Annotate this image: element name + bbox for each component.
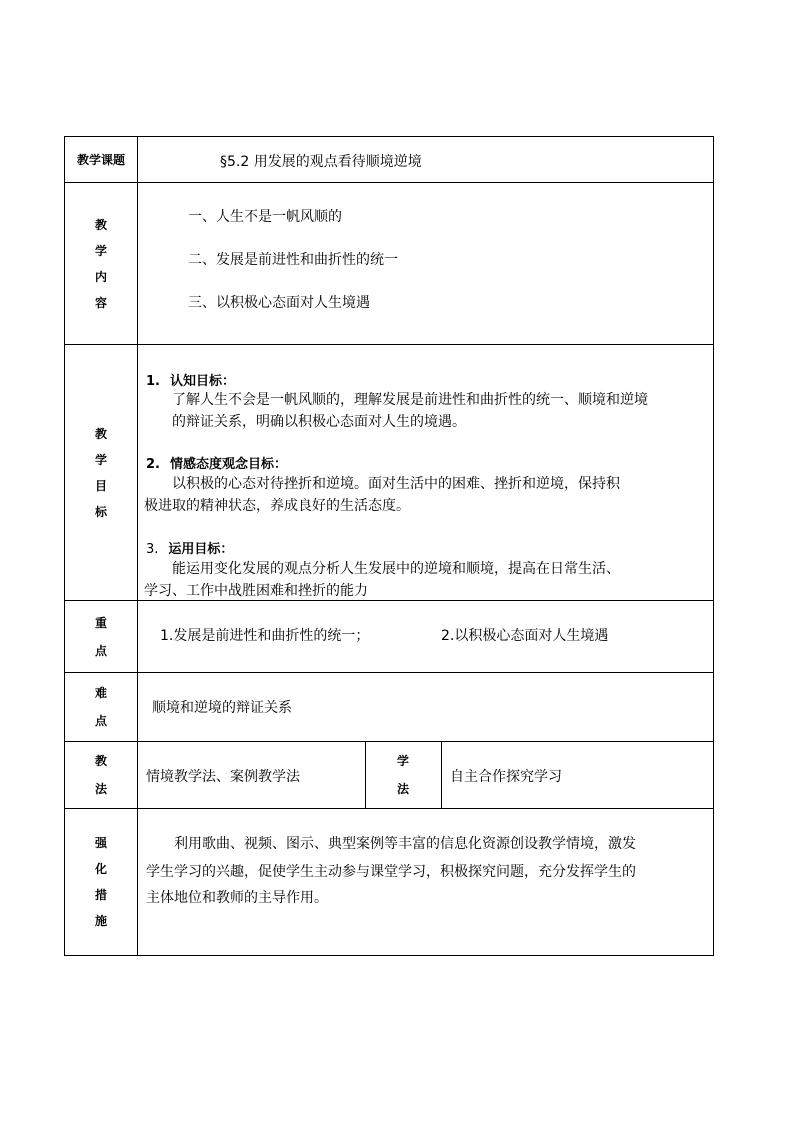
learn-method-label-char: 学: [396, 754, 409, 768]
goals-row: [64, 345, 714, 601]
topic-row: [64, 136, 714, 183]
goal-section-heading: 情感态度观念目标：: [169, 457, 287, 472]
goal-line: 的辩证关系，明确以积极心态面对人生的境遇。: [172, 414, 466, 430]
difficulties-label-char: 难: [94, 686, 107, 700]
goal-section-number: 1.: [146, 374, 160, 389]
key-points-row: [64, 601, 714, 673]
goal-line: 极进取的精神状态，养成良好的生活态度。: [144, 498, 410, 514]
learn-method-label-char: 法: [396, 782, 409, 796]
key-points-label-char: 重: [94, 615, 107, 630]
measures-line: 主体地位和教师的主导作用。: [146, 890, 328, 906]
goals-content-cell: [138, 345, 713, 600]
goals-label-char: 目: [94, 478, 107, 493]
goals-label-char: 学: [94, 452, 107, 467]
content-label-char: 容: [94, 295, 107, 310]
topic-value: §5.2 用发展的观点看待顺境逆境: [220, 154, 422, 170]
goal-line: 学习、工作中战胜困难和挫折的能力: [144, 583, 368, 599]
topic-label-cell: [65, 137, 138, 182]
difficulties-label-char: 点: [94, 714, 107, 728]
goal-section-number: 2.: [146, 457, 160, 472]
goal-line: 能运用变化发展的观点分析人生发展中的逆境和顺境，提高在日常生活、: [172, 561, 620, 577]
key-points-label-cell: [65, 601, 138, 672]
learn-method-value: 自主合作探究学习: [450, 769, 562, 785]
topic-label: 教学课题: [76, 153, 125, 167]
content-items-cell: [138, 183, 713, 344]
measures-line: 利用歌曲、视频、图示、典型案例等丰富的信息化资源创设教学情境，激发: [174, 836, 636, 852]
content-item: 一、人生不是一帆风顺的: [188, 209, 342, 225]
content-label-char: 内: [94, 269, 107, 284]
methods-divider: [441, 742, 442, 808]
goal-line: 以积极的心态对待挫折和逆境。面对生活中的困难、挫折和逆境，保持积: [172, 476, 620, 492]
key-points-label-char: 点: [94, 643, 107, 658]
difficulties-value: 顺境和逆境的辩证关系: [152, 700, 292, 716]
topic-value-cell: [138, 137, 713, 182]
content-label-char: 教: [94, 217, 107, 232]
goal-section-title: [146, 538, 233, 557]
measures-label-char: 化: [94, 862, 107, 876]
teach-method-value: 情境教学法、案例教学法: [146, 769, 300, 785]
goal-line: 了解人生不会是一帆风顺的，理解发展是前进性和曲折性的统一、顺境和逆境: [172, 392, 648, 408]
key-point-item: 2.以积极心态面对人生境遇: [441, 628, 609, 644]
content-item: 三、以积极心态面对人生境遇: [188, 295, 370, 311]
goal-section-number: 3.: [146, 542, 159, 557]
teach-method-label-char: 教: [94, 754, 107, 768]
measures-line: 学生学习的兴趣，促使学生主动参与课堂学习，积极探究问题，充分发挥学生的: [146, 864, 636, 880]
measures-label-char: 施: [94, 914, 107, 928]
content-item: 二、发展是前进性和曲折性的统一: [188, 252, 398, 268]
goal-section-heading: 认知目标：: [169, 374, 235, 389]
content-row: [64, 183, 714, 345]
teach-method-label-char: 法: [94, 782, 107, 796]
goal-section-title: [146, 453, 287, 472]
goals-label-cell: [65, 345, 138, 600]
measures-row: [64, 809, 714, 956]
key-points-cell: [138, 601, 713, 672]
content-label-char: 学: [94, 243, 107, 258]
content-label-cell: [65, 183, 138, 344]
teach-method-label-cell: [65, 742, 138, 808]
difficulties-cell: [138, 673, 713, 741]
goals-label-char: 标: [94, 504, 107, 519]
measures-label-char: 措: [94, 888, 107, 902]
measures-label-char: 强: [94, 836, 107, 850]
measures-label-cell: [65, 809, 138, 955]
difficulties-row: [64, 673, 714, 742]
methods-row: [64, 742, 714, 809]
difficulties-label-cell: [65, 673, 138, 741]
goal-section-title: [146, 370, 235, 389]
learn-method-label-cell: [365, 742, 441, 808]
goals-label-char: 教: [94, 426, 107, 441]
key-point-item: 1.发展是前进性和曲折性的统一；: [160, 628, 370, 644]
measures-cell: [138, 809, 713, 955]
methods-cell: [138, 742, 713, 808]
goal-section-heading: 运用目标：: [168, 542, 234, 557]
